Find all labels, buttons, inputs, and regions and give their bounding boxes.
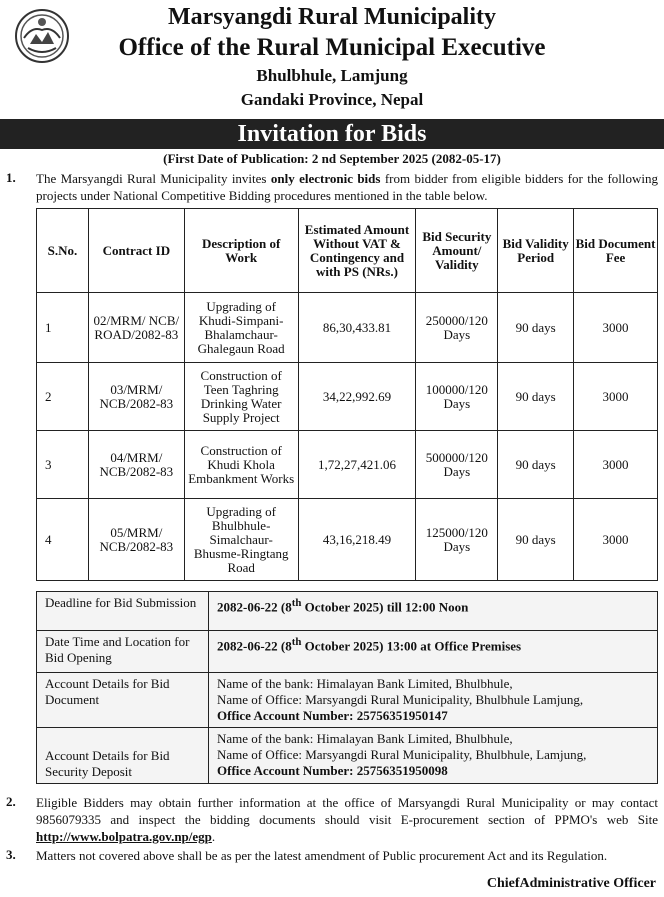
security-account-value [209, 728, 658, 784]
cell-contract-id: 04/MRM/ NCB/2082-83 [88, 431, 184, 499]
col-header-estimated-amount: Estimated Amount Without VAT & Contingency and with PS (NRs.) [298, 209, 416, 293]
cell-description: Upgrading of Bhulbhule-Simalchaur-Bhusme-Ringtang Road [184, 499, 298, 581]
document-account-value [209, 673, 658, 728]
table-header-row [37, 209, 658, 293]
publication-date: (First Date of Publication: 2 nd September 2025 (2082-05-17) [163, 151, 501, 166]
cell-security: 500000/120 Days [416, 431, 498, 499]
cell-description: Construction of Khudi Khola Embankment Works [184, 431, 298, 499]
item-1-text [36, 170, 658, 204]
item-3-text: Matters not covered above shall be as per the latest amendment of Public procurement Act and its Regulation. [36, 848, 608, 863]
item-2-text [36, 794, 658, 845]
municipality-name: Marsyangdi Rural Municipality [167, 4, 497, 30]
cell-security: 100000/120 Days [416, 363, 498, 431]
item-number-2: 2. [6, 794, 16, 809]
province-name: Gandaki Province, Nepal [240, 90, 424, 109]
table-row [37, 499, 658, 581]
cell-contract-id: 02/MRM/ NCB/ ROAD/2082-83 [88, 293, 184, 363]
table-row [37, 293, 658, 363]
opening-value [209, 631, 658, 673]
cell-sno: 1 [37, 293, 89, 363]
deadline-value-pre: 2082-06-22 (8 [217, 599, 292, 615]
office-name: Office of the Rural Municipal Executive [118, 34, 546, 61]
document-account-row [37, 673, 658, 728]
cell-security: 250000/120 Days [416, 293, 498, 363]
deadline-row [37, 592, 658, 631]
opening-value-pre: 2082-06-22 (8 [217, 638, 292, 654]
item-1-pre: The Marsyangdi Rural Municipality invites [36, 171, 271, 186]
item-1-bold: only electronic bids [270, 171, 381, 186]
cell-validity: 90 days [498, 499, 574, 581]
cell-amount: 43,16,218.49 [298, 499, 416, 581]
office-location: Bhulbhule, Lamjung [256, 66, 408, 85]
table-row [37, 431, 658, 499]
security-office-name: Name of Office: Marsyangdi Rural Municipality, Bhulbhule, Lamjung, [217, 747, 587, 762]
security-account-number: Office Account Number: 25756351950098 [217, 763, 448, 778]
cell-fee: 3000 [574, 499, 658, 581]
opening-value-sup: th [291, 636, 302, 648]
cell-sno: 4 [37, 499, 89, 581]
col-header-document-fee: Bid Document Fee [574, 209, 658, 293]
cell-amount: 34,22,992.69 [298, 363, 416, 431]
cell-amount: 86,30,433.81 [298, 293, 416, 363]
item-1-post: from bidder from eligible bidders for the following projects under National Competitive Bidding procedures mentioned in the table below. [36, 171, 659, 203]
deadline-value-sup: th [291, 597, 302, 609]
notice-title-banner: Invitation for Bids [0, 119, 664, 149]
item-2-body: Eligible Bidders may obtain further information at the office of Marsyangdi Rural Municipality or may contact 9856079335 and inspect the bidding documents should visit E-procurement section of PPMO's web Site [36, 795, 658, 827]
cell-sno: 3 [37, 431, 89, 499]
col-header-bid-validity: Bid Validity Period [498, 209, 574, 293]
document-bank-name: Name of the bank: Himalayan Bank Limited, Bhulbhule, [217, 676, 513, 691]
opening-label: Date Time and Location for Bid Opening [37, 631, 209, 673]
bids-table [36, 208, 658, 581]
document-office-name: Name of Office: Marsyangdi Rural Municipality, Bhulbhule Lamjung, [217, 692, 584, 707]
cell-fee: 3000 [574, 363, 658, 431]
document-account-number: Office Account Number: 25756351950147 [217, 708, 448, 723]
table-row [37, 363, 658, 431]
cell-fee: 3000 [574, 431, 658, 499]
cell-amount: 1,72,27,421.06 [298, 431, 416, 499]
document-account-label: Account Details for Bid Document [37, 673, 209, 728]
cell-validity: 90 days [498, 431, 574, 499]
deadline-value [209, 592, 658, 631]
opening-value-post: October 2025) 13:00 at Office Premises [301, 638, 522, 654]
deadline-value-post: October 2025) till 12:00 Noon [301, 599, 469, 615]
item-2-after: . [211, 829, 216, 844]
egp-link[interactable]: http://www.bolpatra.gov.np/egp [36, 829, 212, 844]
security-account-row [37, 728, 658, 784]
cell-validity: 90 days [498, 363, 574, 431]
cell-security: 125000/120 Days [416, 499, 498, 581]
signatory-title: ChiefAdministrative Officer [486, 876, 656, 891]
cell-sno: 2 [37, 363, 89, 431]
deadline-label: Deadline for Bid Submission [37, 592, 209, 631]
item-number-1: 1. [6, 170, 16, 185]
cell-validity: 90 days [498, 293, 574, 363]
item-number-3: 3. [6, 847, 16, 862]
col-header-contract-id: Contract ID [88, 209, 184, 293]
opening-row [37, 631, 658, 673]
col-header-sno: S.No. [37, 209, 89, 293]
bid-details-table [36, 591, 658, 784]
cell-description: Construction of Teen Taghring Drinking Water Supply Project [184, 363, 298, 431]
letterhead [0, 0, 664, 116]
security-bank-name: Name of the bank: Himalayan Bank Limited, Bhulbhule, [217, 731, 513, 746]
cell-description: Upgrading of Khudi-Simpani-Bhalamchaur-Ghalegaun Road [184, 293, 298, 363]
cell-fee: 3000 [574, 293, 658, 363]
cell-contract-id: 03/MRM/ NCB/2082-83 [88, 363, 184, 431]
security-account-label: Account Details for Bid Security Deposit [37, 728, 209, 784]
col-header-bid-security: Bid Security Amount/ Validity [416, 209, 498, 293]
cell-contract-id: 05/MRM/ NCB/2082-83 [88, 499, 184, 581]
col-header-description: Description of Work [184, 209, 298, 293]
